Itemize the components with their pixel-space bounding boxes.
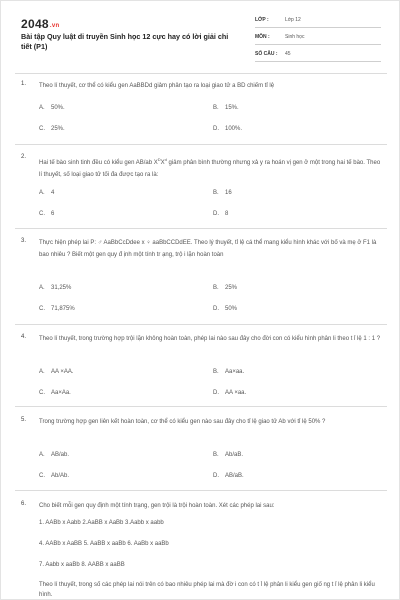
question-text: Theo lí thuyết, cơ thể có kiểu gen AaBBDd giảm phân tạo ra loại giao tử a BD chiếm tỉ lệ: [39, 83, 275, 89]
option-d[interactable]: D. AB/aB.: [213, 473, 244, 479]
option-d[interactable]: D. 100%.: [213, 126, 243, 132]
option-c[interactable]: C. 6: [39, 211, 55, 217]
cross-list-line: 7. Aabb x aaBb 8. AABB x aaBB: [39, 562, 125, 568]
cross-list-line: 4. AABb x AaBB 5. AaBB x aaBb 6. AaBb x aaBb: [39, 541, 169, 547]
divider: [15, 490, 387, 491]
page-header: [1, 1, 400, 71]
logo-suffix: .vn: [49, 23, 60, 29]
question-number: 2.: [21, 154, 27, 160]
meta-row-subject: [255, 32, 381, 45]
site-logo[interactable]: [21, 17, 59, 31]
question-tail-text: Theo lí thuyết, trong số các phép lai nói trên có bao nhiêu phép lai mà đờ i con có t ỉ lệ phân li kiểu gen giố ng t ỉ lệ phân li kiểu hình.: [39, 582, 375, 598]
meta-value: Lớp 12: [285, 17, 301, 23]
divider: [15, 73, 387, 74]
option-a[interactable]: A. 50%.: [39, 105, 65, 111]
option-b[interactable]: B. Aa×aa.: [213, 369, 245, 375]
cross-list-line: 1. AABb x Aabb 2.AaBB x AaBb 3.Aabb x aabb: [39, 520, 164, 526]
option-c[interactable]: C. 25%.: [39, 126, 65, 132]
meta-label: MÔN :: [255, 34, 270, 40]
meta-value: 45: [285, 51, 291, 57]
document-title: Bài tập Quy luật di truyền Sinh học 12 cực hay có lời giải chi tiết (P1): [21, 32, 229, 51]
option-a[interactable]: A. AB/ab.: [39, 452, 70, 458]
meta-row-class: [255, 15, 381, 28]
question-number: 5.: [21, 417, 27, 423]
option-b[interactable]: B. 15%.: [213, 105, 239, 111]
option-c[interactable]: C. Ab/Ab.: [39, 473, 70, 479]
question-text: Hai tế bào sinh tinh đều có kiểu gen AB/ab $X^DX^d$ giảm phân bình thường nhưng xả y ra hoán vị gen ở một trong hai tế bào. Theo lí thuyết, số loại giao tử tối đa được tạo ra là:: [39, 157, 381, 178]
logo-number: 2048: [21, 17, 49, 31]
divider: [15, 228, 387, 229]
meta-label: LỚP :: [255, 17, 269, 23]
option-a[interactable]: A. AA ×AA.: [39, 369, 74, 375]
option-b[interactable]: B. 25%: [213, 285, 238, 291]
question-number: 3.: [21, 238, 27, 244]
option-d[interactable]: D. 8: [213, 211, 229, 217]
option-d[interactable]: D. AA ×aa.: [213, 390, 247, 396]
question-text: Cho biết mỗi gen quy định một tính trạng, gen trội là trội hoàn toàn. Xét các phép lai sau:: [39, 503, 275, 509]
meta-label: SỐ CÂU :: [255, 51, 278, 57]
meta-row-count: [255, 49, 381, 62]
divider: [15, 406, 387, 407]
question-number: 1.: [21, 81, 27, 87]
option-a[interactable]: A. 4: [39, 190, 55, 196]
option-c[interactable]: C. 71,875%: [39, 306, 75, 312]
question-text: Theo lí thuyết, trong trường hợp trội lặn không hoàn toàn, phép lai nào sau đây cho đời con có kiểu hình phân li theo t ỉ lệ 1 : 1 ?: [39, 336, 381, 342]
option-d[interactable]: D. 50%: [213, 306, 238, 312]
meta-value: Sinh học: [285, 34, 305, 40]
option-c[interactable]: C. Aa×Aa.: [39, 390, 71, 396]
question-text: Trong trường hợp gen liên kết hoàn toàn, cơ thể có kiểu gen nào sau đây cho tỉ lệ giao tử Ab với tỉ lệ 50% ?: [39, 419, 326, 425]
divider: [15, 144, 387, 145]
question-number: 4.: [21, 334, 27, 340]
question-text: Thực hiện phép lai P: ♂ AaBbCcDdee x ♀ aaBbCCDdEE. Theo lý thuyết, tỉ lệ cá thể mang kiểu hình khác với bố và mẹ ở F1 là bao nhiêu ? Biết một gen quy đ ịnh một tính tr ạng, trộ i lặn hoàn toàn: [39, 240, 377, 258]
question-number: 6.: [21, 501, 27, 507]
divider: [15, 324, 387, 325]
option-b[interactable]: B. 16: [213, 190, 232, 196]
option-a[interactable]: A. 31,25%: [39, 285, 72, 291]
option-b[interactable]: B. Ab/aB.: [213, 452, 244, 458]
document-meta: [255, 15, 381, 66]
